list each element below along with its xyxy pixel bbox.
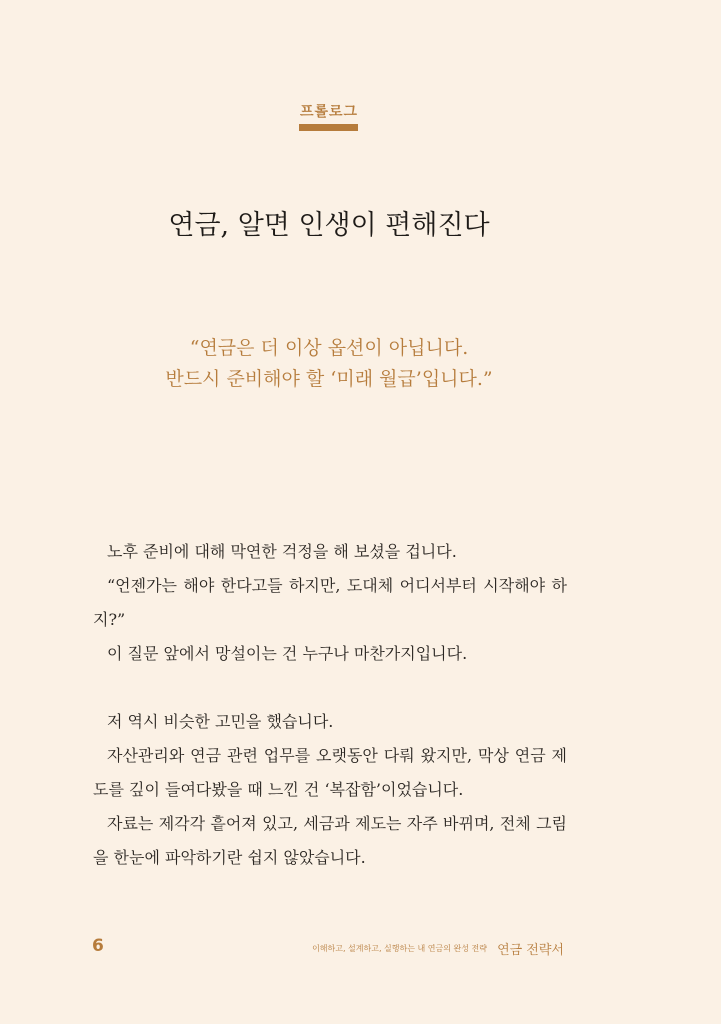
page-number: 6 [92, 936, 104, 956]
paragraph: 저 역시 비슷한 고민을 했습니다. [107, 712, 334, 731]
paragraph: 자산관리와 연금 관련 업무를 오랫동안 다뤄 왔지만, 막상 연금 제도를 깊이 들여다봤을 때 느낀 건 ‘복잡함’이었습니다. [93, 746, 567, 799]
chapter-title: 연금, 알면 인생이 편해진다 [168, 210, 490, 241]
section-label: 프롤로그 [299, 104, 359, 120]
paragraph-gap [93, 671, 567, 705]
running-footer [312, 938, 564, 958]
paragraph: 이 질문 앞에서 망설이는 건 누구나 마찬가지입니다. [107, 644, 468, 663]
pull-quote [0, 333, 658, 395]
quote-line: “연금은 더 이상 옵션이 아닙니다. [189, 337, 469, 359]
body-text [93, 535, 567, 875]
paragraph: 자료는 제각각 흩어져 있고, 세금과 제도는 자주 바뀌며, 전체 그림을 한눈에 파악하기란 쉽지 않았습니다. [93, 814, 567, 867]
section-underline [299, 124, 358, 131]
paragraph: 노후 준비에 대해 막연한 걱정을 해 보셨을 겁니다. [107, 542, 457, 561]
paragraph: “언젠가는 해야 한다고들 하지만, 도대체 어디서부터 시작해야 하지?” [93, 576, 567, 629]
footer-book-title: 연금 전략서 [497, 943, 564, 958]
footer-subtitle: 이해하고, 설계하고, 실행하는 내 연금의 완성 전략 [312, 944, 487, 953]
quote-line: 반드시 준비해야 할 ‘미래 월급’입니다.” [165, 368, 493, 390]
